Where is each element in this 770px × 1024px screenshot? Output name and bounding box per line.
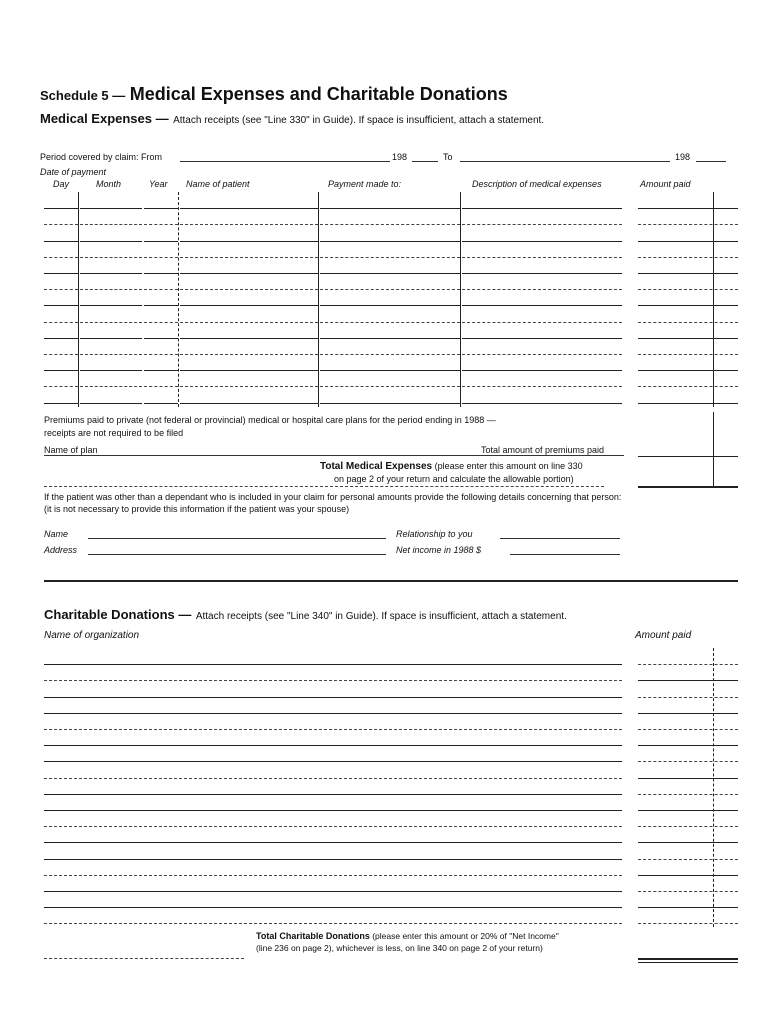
patient-note-2: (it is not necessary to provide this information if the patient was your spouse) [44, 504, 350, 514]
cell-organization[interactable] [44, 844, 622, 859]
cell-payment-to[interactable] [320, 226, 460, 241]
cell-month[interactable] [80, 194, 142, 209]
schedule-title [40, 84, 508, 105]
cell-amount[interactable] [638, 194, 738, 209]
patient-note-1: If the patient was other than a dependant who is included in your claim for personal amounts provide the following details concerning that person: [44, 492, 622, 502]
cell-day[interactable] [44, 340, 78, 355]
section-divider [44, 580, 738, 582]
date-of-payment-label: Date of payment [40, 167, 107, 177]
cell-description[interactable] [462, 291, 622, 306]
cell-payment-to[interactable] [320, 356, 460, 371]
cell-month[interactable] [80, 275, 142, 290]
cell-patient[interactable] [180, 243, 318, 258]
cell-organization[interactable] [44, 828, 622, 843]
cell-description[interactable] [462, 372, 622, 387]
premiums-text-2: receipts are not required to be filed [44, 428, 184, 438]
col-patient: Name of patient [186, 179, 250, 189]
name-of-plan-field[interactable] [44, 455, 624, 456]
cell-month[interactable] [80, 226, 142, 241]
cell-patient[interactable] [180, 372, 318, 387]
cell-organization[interactable] [44, 682, 622, 697]
cell-payment-to[interactable] [320, 259, 460, 274]
medical-instruction: Attach receipts (see "Line 330" in Guide). If space is insufficient, attach a statement. [173, 115, 545, 126]
cell-amount[interactable] [638, 372, 738, 387]
cell-description[interactable] [462, 259, 622, 274]
cell-charitable-amount[interactable] [638, 844, 738, 859]
cell-charitable-amount[interactable] [638, 650, 738, 665]
total-charitable-row [256, 931, 559, 941]
cell-day[interactable] [44, 259, 78, 274]
column-divider [460, 192, 461, 407]
address-label: Address [44, 545, 78, 555]
medical-section-header [40, 110, 544, 128]
cell-year[interactable] [144, 324, 178, 339]
cell-year[interactable] [144, 291, 178, 306]
cell-charitable-amount[interactable] [638, 796, 738, 811]
cell-payment-to[interactable] [320, 210, 460, 225]
cell-charitable-amount[interactable] [638, 715, 738, 730]
cell-year[interactable] [144, 356, 178, 371]
cell-amount[interactable] [638, 291, 738, 306]
cell-charitable-amount[interactable] [638, 666, 738, 681]
cell-month[interactable] [80, 356, 142, 371]
cell-patient[interactable] [180, 307, 318, 322]
cell-year[interactable] [144, 388, 178, 403]
col-amount: Amount paid [640, 179, 691, 189]
cell-description[interactable] [462, 210, 622, 225]
col-day: Day [53, 179, 70, 189]
cell-month[interactable] [80, 340, 142, 355]
cell-patient[interactable] [180, 324, 318, 339]
column-divider [713, 192, 714, 407]
cell-patient[interactable] [180, 388, 318, 403]
name-label: Name [44, 529, 69, 539]
cell-day[interactable] [44, 243, 78, 258]
cell-year[interactable] [144, 226, 178, 241]
period-from-field[interactable] [180, 161, 390, 162]
cell-month[interactable] [80, 259, 142, 274]
cell-organization[interactable] [44, 893, 622, 908]
cell-patient[interactable] [180, 210, 318, 225]
col-payment-to: Payment made to: [328, 179, 402, 189]
cell-payment-to[interactable] [320, 194, 460, 209]
cell-amount[interactable] [638, 243, 738, 258]
cell-month[interactable] [80, 324, 142, 339]
cell-organization[interactable] [44, 909, 622, 924]
cell-amount[interactable] [638, 356, 738, 371]
cell-year[interactable] [144, 259, 178, 274]
cell-charitable-amount[interactable] [638, 731, 738, 746]
total-medical-amount-field[interactable] [638, 486, 738, 488]
col-description: Description of medical expenses [472, 179, 602, 189]
net-income-label: Net income in 1988 $ [396, 545, 482, 555]
cell-description[interactable] [462, 324, 622, 339]
period-to-label: To [443, 152, 453, 162]
cell-organization[interactable] [44, 763, 622, 778]
column-divider [713, 648, 714, 927]
cell-year[interactable] [144, 194, 178, 209]
cell-patient[interactable] [180, 340, 318, 355]
cell-charitable-amount[interactable] [638, 877, 738, 892]
period-year-1: 198 [392, 152, 408, 162]
cell-month[interactable] [80, 307, 142, 322]
column-divider [318, 192, 319, 407]
cell-day[interactable] [44, 356, 78, 371]
cell-organization[interactable] [44, 780, 622, 795]
cell-patient[interactable] [180, 259, 318, 274]
total-premiums-label: Total amount of premiums paid [481, 445, 605, 455]
cell-amount[interactable] [638, 388, 738, 403]
cell-year[interactable] [144, 210, 178, 225]
premiums-amount-field[interactable] [638, 456, 738, 457]
cell-year[interactable] [144, 307, 178, 322]
cell-payment-to[interactable] [320, 275, 460, 290]
cell-payment-to[interactable] [320, 324, 460, 339]
cell-day[interactable] [44, 226, 78, 241]
cell-charitable-amount[interactable] [638, 763, 738, 778]
cell-charitable-amount[interactable] [638, 861, 738, 876]
address-field[interactable] [88, 554, 386, 555]
cell-organization[interactable] [44, 699, 622, 714]
column-divider [78, 192, 79, 407]
cell-payment-to[interactable] [320, 291, 460, 306]
charitable-instruction: Attach receipts (see "Line 340" in Guide). If space is insufficient, attach a statement. [195, 611, 567, 622]
cell-payment-to[interactable] [320, 372, 460, 387]
cell-year[interactable] [144, 340, 178, 355]
period-from-year-field[interactable] [412, 161, 438, 162]
name-field[interactable] [88, 538, 386, 539]
cell-charitable-amount[interactable] [638, 699, 738, 714]
period-to-field[interactable] [460, 161, 670, 162]
cell-day[interactable] [44, 324, 78, 339]
cell-description[interactable] [462, 226, 622, 241]
schedule-label: Schedule 5 — [40, 88, 126, 103]
period-year-2: 198 [675, 152, 691, 162]
cell-amount[interactable] [638, 210, 738, 225]
col-charitable-amount: Amount paid [635, 630, 692, 641]
cell-month[interactable] [80, 243, 142, 258]
cell-amount[interactable] [638, 259, 738, 274]
cell-organization[interactable] [44, 796, 622, 811]
cell-amount[interactable] [638, 324, 738, 339]
net-income-field[interactable] [510, 554, 620, 555]
cell-patient[interactable] [180, 291, 318, 306]
cell-charitable-amount[interactable] [638, 780, 738, 795]
cell-year[interactable] [144, 275, 178, 290]
cell-day[interactable] [44, 307, 78, 322]
cell-month[interactable] [80, 372, 142, 387]
cell-payment-to[interactable] [320, 388, 460, 403]
total-charitable-label: Total Charitable Donations [256, 931, 370, 941]
column-divider [178, 192, 179, 407]
cell-day[interactable] [44, 210, 78, 225]
cell-charitable-amount[interactable] [638, 909, 738, 924]
medical-heading: Medical Expenses — [40, 111, 169, 126]
col-year: Year [149, 179, 168, 189]
name-of-plan-label: Name of plan [44, 445, 98, 455]
cell-payment-to[interactable] [320, 243, 460, 258]
cell-description[interactable] [462, 307, 622, 322]
cell-patient[interactable] [180, 356, 318, 371]
charitable-section-header [44, 606, 567, 624]
period-to-year-field[interactable] [696, 161, 726, 162]
cell-month[interactable] [80, 388, 142, 403]
cell-organization[interactable] [44, 731, 622, 746]
cell-day[interactable] [44, 275, 78, 290]
relationship-field[interactable] [500, 538, 620, 539]
cell-charitable-amount[interactable] [638, 893, 738, 908]
cell-year[interactable] [144, 243, 178, 258]
total-medical-instr-2: on page 2 of your return and calculate the allowable portion) [334, 474, 574, 484]
cell-organization[interactable] [44, 812, 622, 827]
page-title: Medical Expenses and Charitable Donations [129, 84, 508, 104]
cell-description[interactable] [462, 340, 622, 355]
cell-day[interactable] [44, 372, 78, 387]
cell-month[interactable] [80, 210, 142, 225]
cell-organization[interactable] [44, 666, 622, 681]
cell-day[interactable] [44, 291, 78, 306]
total-charitable-instr-1: (please enter this amount or 20% of "Net Income" [372, 931, 559, 941]
cell-charitable-amount[interactable] [638, 747, 738, 762]
cell-charitable-amount[interactable] [638, 682, 738, 697]
cell-charitable-amount[interactable] [638, 828, 738, 843]
total-medical-label: Total Medical Expenses [320, 461, 433, 472]
cell-organization[interactable] [44, 715, 622, 730]
col-month: Month [96, 179, 122, 189]
premiums-text-1: Premiums paid to private (not federal or provincial) medical or hospital care plans for the period ending in 1988 — [44, 415, 496, 425]
relationship-label: Relationship to you [396, 529, 473, 539]
cell-description[interactable] [462, 275, 622, 290]
amount-cents-divider [713, 412, 714, 488]
total-double-underline [638, 962, 738, 963]
divider [44, 958, 244, 959]
total-medical-row [320, 461, 583, 472]
cell-description[interactable] [462, 243, 622, 258]
cell-organization[interactable] [44, 877, 622, 892]
cell-organization[interactable] [44, 747, 622, 762]
cell-organization[interactable] [44, 650, 622, 665]
cell-payment-to[interactable] [320, 307, 460, 322]
cell-payment-to[interactable] [320, 340, 460, 355]
cell-description[interactable] [462, 388, 622, 403]
cell-amount[interactable] [638, 226, 738, 241]
cell-amount[interactable] [638, 275, 738, 290]
col-organization: Name of organization [44, 630, 140, 641]
cell-patient[interactable] [180, 226, 318, 241]
cell-year[interactable] [144, 372, 178, 387]
cell-month[interactable] [80, 291, 142, 306]
cell-amount[interactable] [638, 307, 738, 322]
total-charitable-instr-2: (line 236 on page 2), whichever is less, on line 340 on page 2 of your return) [256, 943, 543, 953]
cell-amount[interactable] [638, 340, 738, 355]
total-charitable-amount-field[interactable] [638, 958, 738, 960]
cell-charitable-amount[interactable] [638, 812, 738, 827]
cell-organization[interactable] [44, 861, 622, 876]
cell-patient[interactable] [180, 275, 318, 290]
cell-day[interactable] [44, 388, 78, 403]
charitable-heading: Charitable Donations — [44, 607, 192, 622]
cell-description[interactable] [462, 194, 622, 209]
period-label: Period covered by claim: From [40, 152, 163, 162]
cell-description[interactable] [462, 356, 622, 371]
divider [44, 486, 604, 487]
total-medical-instr-1: (please enter this amount on line 330 [434, 461, 583, 471]
cell-day[interactable] [44, 194, 78, 209]
cell-patient[interactable] [180, 194, 318, 209]
